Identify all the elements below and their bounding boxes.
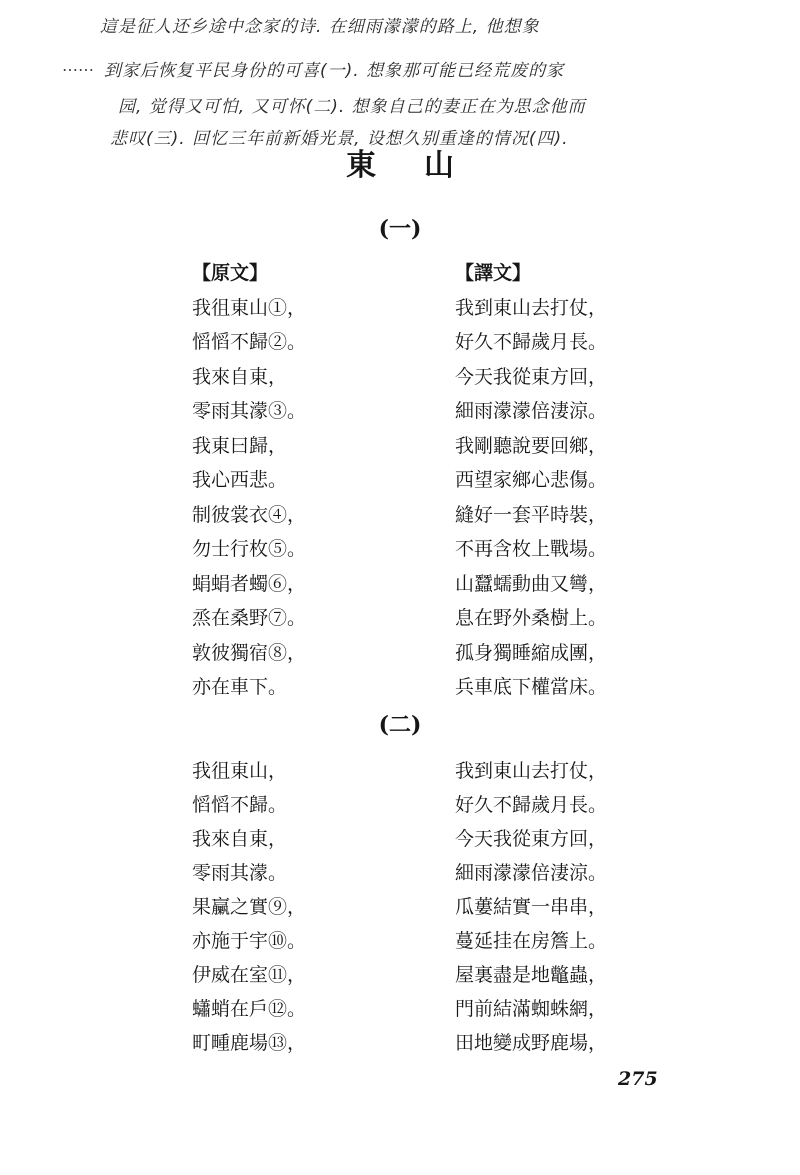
- original-line: 果臝之實⑨，: [192, 896, 307, 918]
- note-line-4: 悲叹(三). 回忆三年前新婚光景, 设想久别重逢的情况(四).: [110, 129, 569, 149]
- section-2-heading: (二): [378, 712, 422, 738]
- original-line: 亦在車下。: [192, 676, 288, 698]
- original-line: 我來自東，: [192, 365, 288, 388]
- original-header: 【原文】: [192, 262, 269, 284]
- translation-line: 山蠶蠕動曲又彎，: [455, 572, 608, 595]
- original-line: 零雨其濛。: [192, 862, 288, 884]
- translation-line: 門前結滿蜘蛛網，: [455, 998, 608, 1020]
- translation-line: 息在野外桑樹上。: [455, 607, 608, 629]
- original-line: 町畽鹿場⑬，: [192, 1032, 307, 1054]
- note-line-3: 园, 觉得又可怕, 又可怀(二). 想象自己的妻正在为思念他而: [118, 97, 586, 117]
- original-line: 零雨其濛③。: [192, 400, 307, 422]
- translation-line: 好久不歸歲月長。: [455, 794, 608, 816]
- note-line-2: 到家后恢复平民身份的可喜(一). 想象那可能已经荒废的家: [104, 61, 565, 81]
- original-line: 亦施于宇⑩。: [192, 930, 307, 952]
- section-1-heading: (一): [378, 216, 422, 242]
- note-marker: ……: [62, 56, 94, 75]
- translation-line: 屋裏盡是地鼈蟲，: [455, 964, 608, 986]
- original-line: 我東曰歸，: [192, 434, 288, 457]
- original-line: 敦彼獨宿⑧，: [192, 641, 307, 664]
- original-line: 烝在桑野⑦。: [192, 607, 307, 629]
- section-1-translation: [455, 256, 607, 705]
- translation-line: 瓜蔞結實一串串，: [455, 896, 608, 918]
- original-line: 制彼裳衣④，: [192, 503, 307, 526]
- original-line: 慆慆不歸。: [192, 794, 288, 816]
- translation-line: 細雨濛濛倍淒涼。: [455, 400, 608, 422]
- section-2-original: [192, 754, 306, 1060]
- original-line: 蜎蜎者蠋⑥，: [192, 572, 307, 595]
- translation-line: 蔓延挂在房簷上。: [455, 930, 608, 952]
- original-line: 伊威在室⑪，: [192, 964, 307, 986]
- translation-line: 今天我從東方回，: [455, 828, 608, 850]
- translation-line: 我到東山去打仗，: [455, 296, 608, 319]
- original-line: 我徂東山①，: [192, 296, 307, 319]
- translation-line: 我剛聽說要回鄉，: [455, 434, 608, 457]
- translation-line: 縫好一套平時裝，: [455, 503, 608, 526]
- page-number: 275: [618, 1068, 658, 1090]
- poem-title: 東山: [346, 148, 502, 183]
- translation-line: 孤身獨睡縮成團，: [455, 641, 608, 664]
- original-line: 我心西悲。: [192, 469, 288, 491]
- original-line: 我來自東，: [192, 828, 288, 850]
- translation-header: 【譯文】: [455, 262, 532, 284]
- translation-line: 好久不歸歲月長。: [455, 331, 608, 353]
- translation-line: 細雨濛濛倍淒涼。: [455, 862, 608, 884]
- original-line: 我徂東山，: [192, 760, 288, 782]
- translation-line: 兵車底下權當床。: [455, 676, 608, 698]
- original-line: 蠨蛸在戶⑫。: [192, 998, 307, 1020]
- original-line: 慆慆不歸②。: [192, 331, 307, 353]
- translation-line: 田地變成野鹿場，: [455, 1032, 608, 1054]
- translation-line: 不再含枚上戰場。: [455, 538, 608, 560]
- note-line-1: 這是征人还乡途中念家的诗. 在细雨濛濛的路上, 他想象: [100, 17, 540, 37]
- section-2-translation: [455, 754, 607, 1060]
- translation-line: 今天我從東方回，: [455, 365, 608, 388]
- original-line: 勿士行枚⑤。: [192, 538, 307, 560]
- section-1-original: [192, 256, 306, 705]
- translation-line: 我到東山去打仗，: [455, 760, 608, 782]
- translation-line: 西望家鄉心悲傷。: [455, 469, 608, 491]
